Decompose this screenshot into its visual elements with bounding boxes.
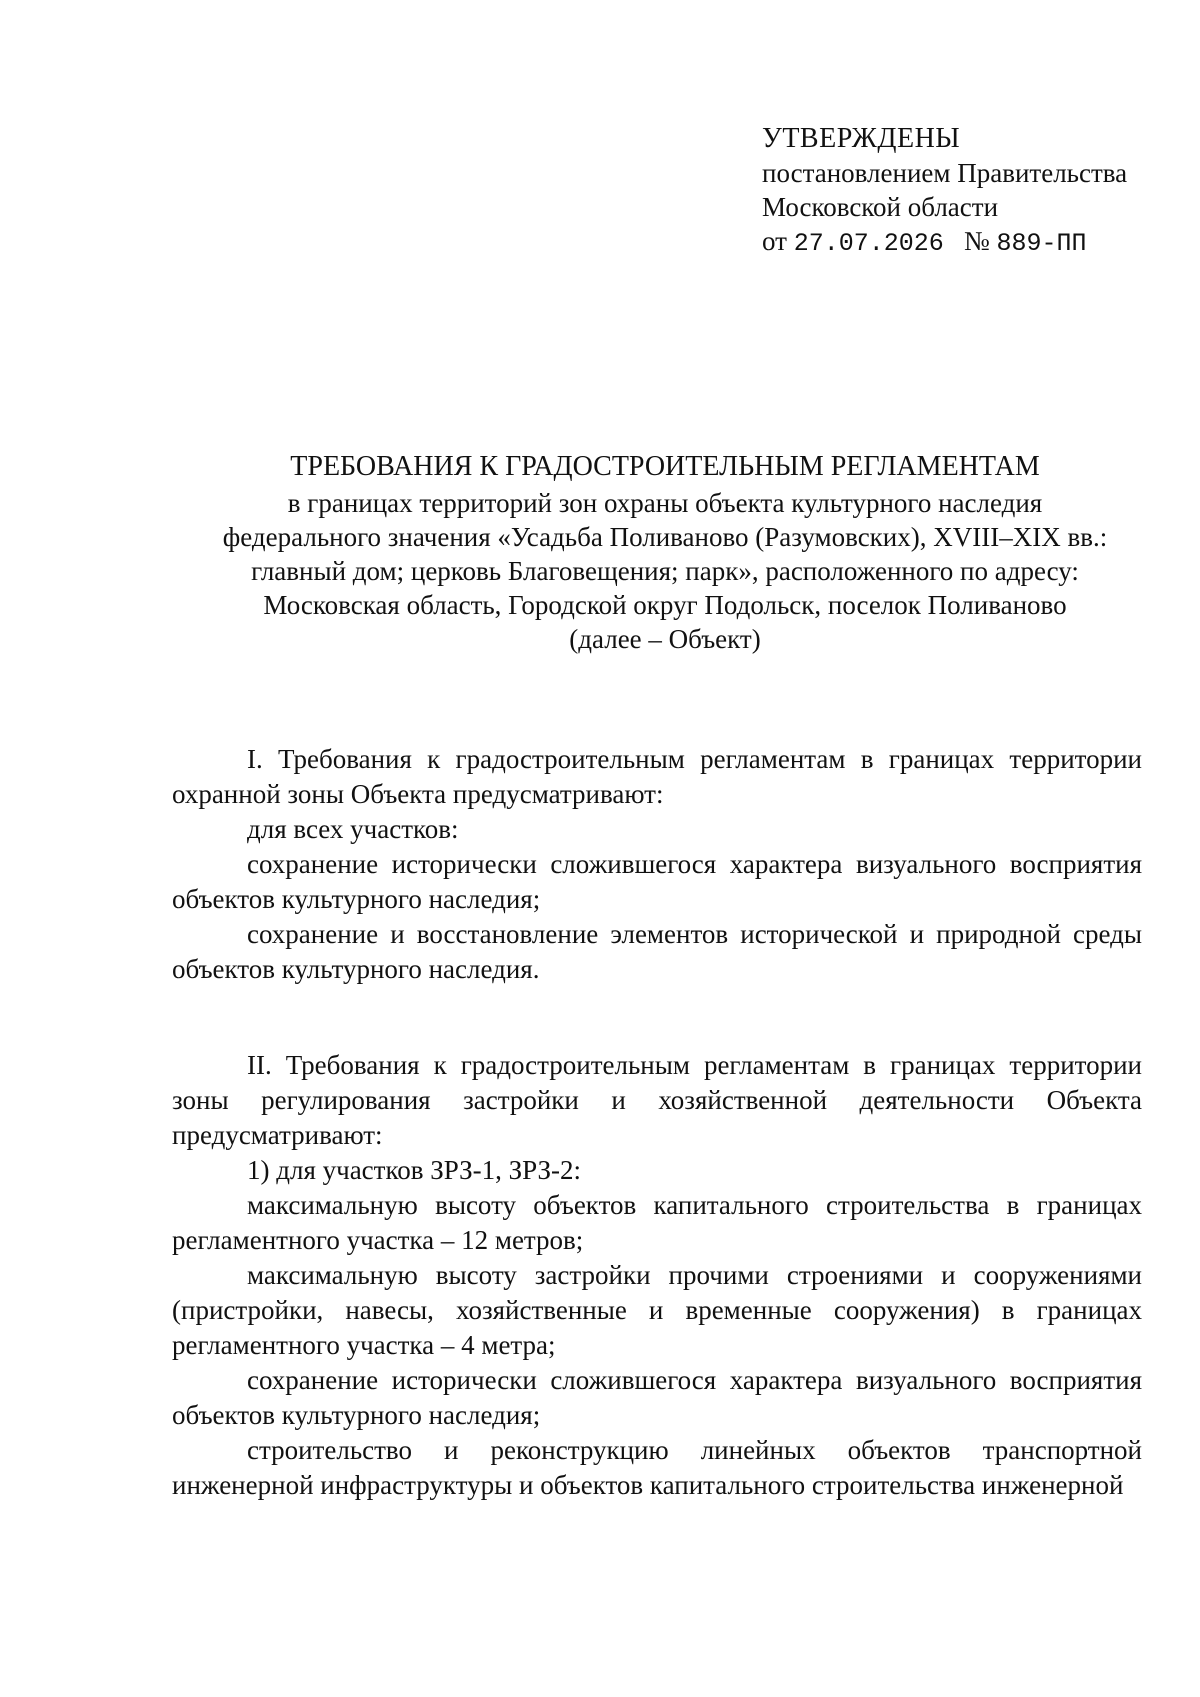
paragraph: строительство и реконструкцию линейных объектов транспортной инженерной инфраструктуры и объектов капитального строительства инженерной — [172, 1435, 1142, 1500]
paragraph: сохранение исторически сложившегося характера визуального восприятия объектов культурного наследия; — [172, 849, 1142, 914]
paragraph: для всех участков: — [247, 814, 459, 844]
approval-heading: УТВЕРЖДЕНЫ — [762, 123, 961, 154]
approval-number: 889-ПП — [996, 229, 1087, 258]
section-2-heading: II. Требования к градостроительным регламентам в границах территории зоны регулирования застройки и хозяйственной деятельности Объекта предусматривают: — [172, 1050, 1142, 1150]
paragraph: сохранение исторически сложившегося характера визуального восприятия объектов культурного наследия; — [172, 1365, 1142, 1430]
document-title: ТРЕБОВАНИЯ К ГРАДОСТРОИТЕЛЬНЫМ РЕГЛАМЕНТАМ — [290, 451, 1040, 482]
document-title-block — [170, 450, 1160, 656]
section-1 — [172, 742, 1142, 987]
approval-line-1: постановлением Правительства — [762, 158, 1128, 188]
approval-date-line — [762, 224, 1182, 261]
list-item-heading: 1) для участков ЗРЗ-1, ЗРЗ-2: — [247, 1155, 581, 1185]
approval-stamp — [762, 122, 1182, 261]
paragraph: максимальную высоту объектов капитального строительства в границах регламентного участка – 12 метров; — [172, 1190, 1142, 1255]
title-line: главный дом; церковь Благовещения; парк», расположенного по адресу: — [251, 556, 1079, 586]
approval-date: 27.07.2026 — [793, 229, 944, 258]
date-prefix: от — [762, 226, 787, 256]
title-line: в границах территорий зон охраны объекта культурного наследия — [287, 488, 1043, 518]
paragraph: максимальную высоту застройки прочими строениями и сооружениями (пристройки, навесы, хозяйственные и временные сооружения) в границах регламентного участка – 4 метра; — [172, 1260, 1142, 1360]
section-2 — [172, 1048, 1142, 1503]
paragraph: сохранение и восстановление элементов исторической и природной среды объектов культурного наследия. — [172, 919, 1142, 984]
approval-line-2: Московской области — [762, 192, 999, 222]
title-line: (далее – Объект) — [569, 624, 761, 654]
title-line: федерального значения «Усадьба Поливаново (Разумовских), XVIII–XIX вв.: — [222, 522, 1108, 552]
title-line: Московская область, Городской округ Подольск, поселок Поливаново — [263, 590, 1067, 620]
number-prefix: № — [963, 226, 990, 256]
section-1-heading: I. Требования к градостроительным регламентам в границах территории охранной зоны Объекта предусматривают: — [172, 744, 1142, 809]
